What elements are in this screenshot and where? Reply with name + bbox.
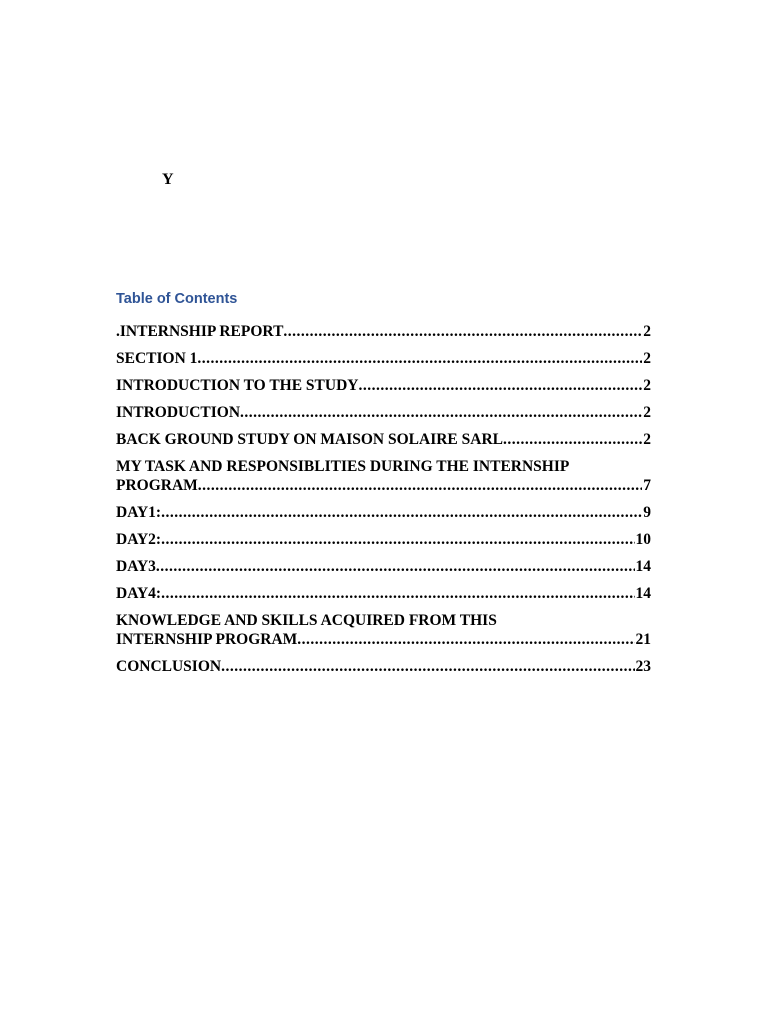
toc-entry-page: 10 <box>635 531 651 548</box>
toc-entry-page: 2 <box>643 431 651 448</box>
toc-entry-title: DAY4: <box>116 585 162 602</box>
toc-entry-knowledge-and-skills[interactable] <box>116 611 651 649</box>
toc-dot-leader <box>240 403 642 422</box>
toc-entry-day3[interactable] <box>116 557 651 576</box>
toc-dot-leader <box>283 322 642 341</box>
toc-entry-title: PROGRAM <box>116 477 198 494</box>
stray-letter: Y <box>162 171 174 188</box>
toc-entry-day1[interactable] <box>116 503 651 522</box>
toc-dot-leader <box>198 476 642 495</box>
toc-dot-leader <box>358 376 642 395</box>
toc-entry-page: 21 <box>635 631 651 648</box>
table-of-contents <box>116 322 651 684</box>
toc-entry-page: 7 <box>643 477 651 494</box>
toc-entry-conclusion[interactable] <box>116 657 651 676</box>
toc-entry-day2[interactable] <box>116 530 651 549</box>
toc-heading: Table of Contents <box>116 291 238 307</box>
toc-entry-title: BACK GROUND STUDY ON MAISON SOLAIRE SARL <box>116 431 503 448</box>
toc-entry-title: INTRODUCTION <box>116 404 241 421</box>
toc-entry-section-1[interactable] <box>116 349 651 368</box>
toc-entry-introduction[interactable] <box>116 403 651 422</box>
toc-entry-title: DAY1: <box>116 504 162 521</box>
toc-entry-page: 2 <box>643 377 651 394</box>
toc-entry-introduction-to-the-study[interactable] <box>116 376 651 395</box>
toc-entry-title-line1: KNOWLEDGE AND SKILLS ACQUIRED FROM THIS <box>116 612 497 629</box>
toc-entry-title: INTERNSHIP PROGRAM <box>116 631 298 648</box>
toc-entry-title: SECTION 1 <box>116 350 198 367</box>
toc-entry-tasks-and-responsibilities[interactable] <box>116 457 651 495</box>
toc-entry-page: 9 <box>643 504 651 521</box>
toc-entry-title: DAY2: <box>116 531 162 548</box>
toc-entry-title: CONCLUSION <box>116 658 222 675</box>
toc-dot-leader <box>161 503 642 522</box>
toc-entry-page: 23 <box>635 658 651 675</box>
toc-entry-page: 14 <box>635 558 651 575</box>
toc-entry-title: .INTERNSHIP REPORT <box>116 323 284 340</box>
toc-dot-leader <box>156 557 635 576</box>
toc-dot-leader <box>503 430 642 449</box>
toc-entry-title: DAY3 <box>116 558 156 575</box>
toc-entry-page: 2 <box>643 323 651 340</box>
toc-entry-background-study[interactable] <box>116 430 651 449</box>
toc-dot-leader <box>197 349 642 368</box>
toc-entry-page: 2 <box>643 404 651 421</box>
toc-dot-leader <box>297 630 634 649</box>
toc-entry-day4[interactable] <box>116 584 651 603</box>
toc-entry-internship-report[interactable] <box>116 322 651 341</box>
toc-entry-title: INTRODUCTION TO THE STUDY <box>116 377 359 394</box>
toc-entry-page: 14 <box>635 585 651 602</box>
toc-dot-leader <box>161 584 634 603</box>
toc-dot-leader <box>221 657 634 676</box>
toc-dot-leader <box>161 530 634 549</box>
toc-entry-title-line1: MY TASK AND RESPONSIBLITIES DURING THE INTERNSHIP <box>116 458 570 475</box>
toc-entry-page: 2 <box>643 350 651 367</box>
